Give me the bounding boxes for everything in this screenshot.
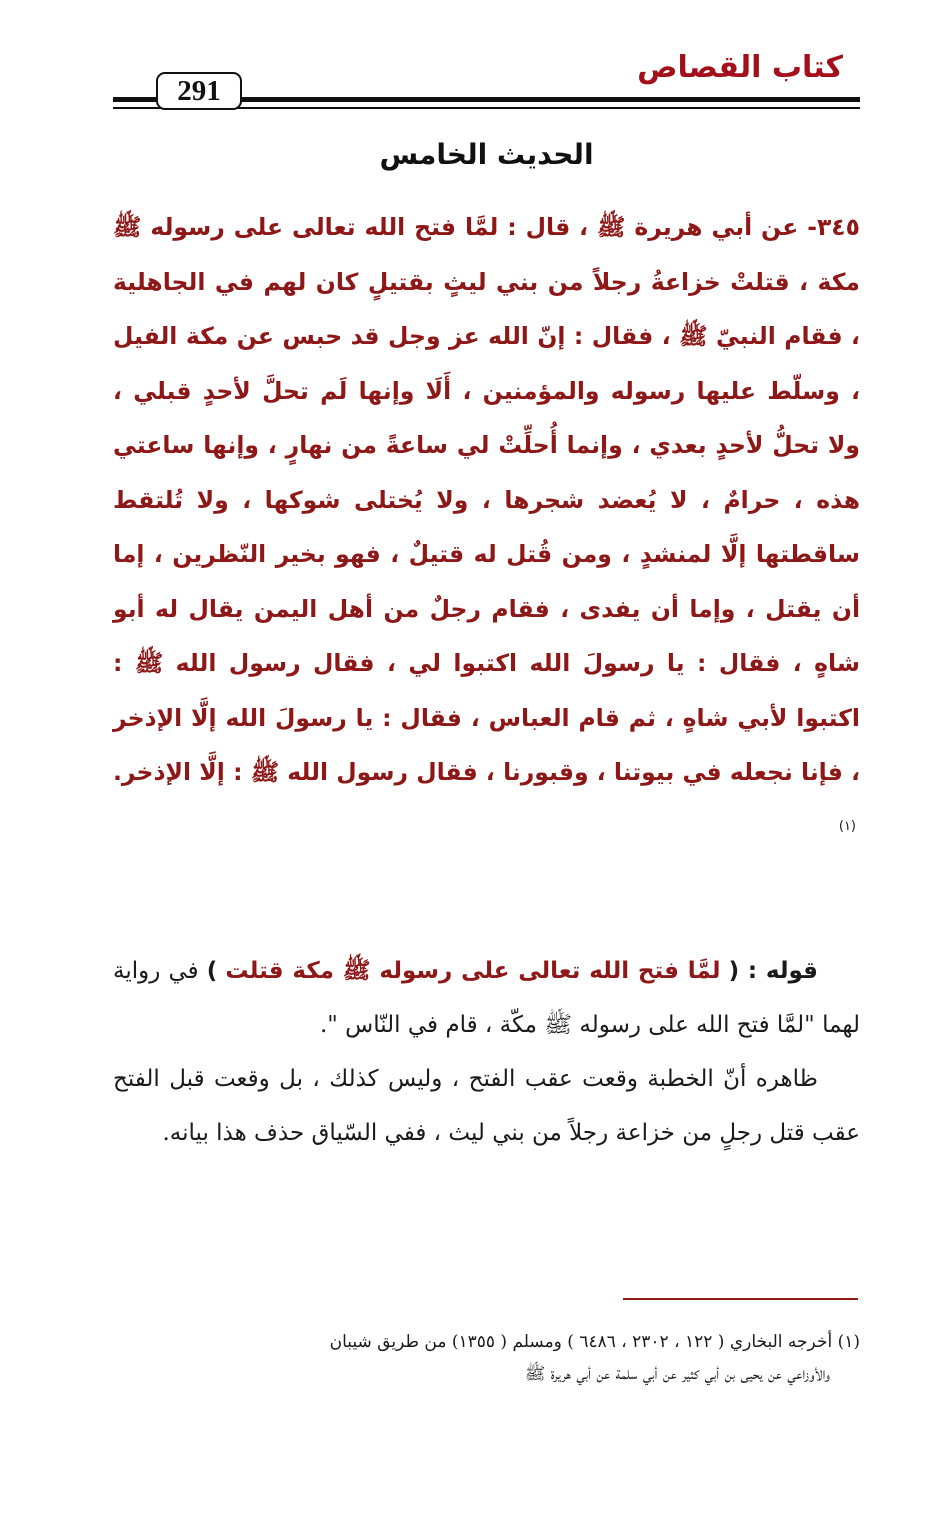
footnote-block <box>113 1326 860 1390</box>
commentary-quoted-phrase: لمَّا فتح الله تعالى على رسوله ﷺ مكة قتلت <box>225 958 721 984</box>
section-heading: الحديث الخامس <box>379 138 594 171</box>
footnote-divider <box>623 1298 858 1300</box>
footnote-line-1: (١) أخرجه البخاري ( ١٢٢ ، ٢٣٠٢ ، ٦٤٨٦ ) ومسلم ( ١٣٥٥) من طريق شيبان <box>329 1332 860 1352</box>
commentary-paragraph-2: ظاهره أنّ الخطبة وقعت عقب الفتح ، وليس كذلك ، بل وقعت قبل الفتح عقب قتل رجلٍ من خزاعة رجلاً من بني ليث ، ففي السّياق حذف هذا بيانه. <box>113 1066 860 1146</box>
footnote-line-2: والأوزاعي عن يحيى بن أبي كثير عن أبي سلمة عن أبي هريرة ﷺ <box>524 1364 830 1384</box>
footnote-reference[interactable]: (١) <box>838 818 856 834</box>
commentary-block <box>113 944 860 1160</box>
commentary-paragraph-1 <box>113 944 860 1052</box>
hadith-text-block <box>113 200 860 858</box>
page-number-badge: 291 <box>156 72 242 110</box>
hadith-number: ٣٤٥- <box>807 213 860 241</box>
commentary-paragraph-1-rest: في رواية لهما "لمَّا فتح الله على رسوله ﷺ مكّة ، قام في النّاس ". <box>113 958 860 1038</box>
hadith-body: عن أبي هريرة ﷺ ، قال : لمَّا فتح الله تعالى على رسوله ﷺ مكة ، قتلتْ خزاعةُ رجلاً من بني ليثٍ بقتيلٍ كان لهم في الجاهلية ، فقام النبيّ ﷺ ، فقال : إنّ الله عز وجل قد حبس عن مكة الفيل ، وسلّط عليها رسوله والمؤمنين ، أَلَا وإنها لَم تحلَّ لأحدٍ قبلي ، ولا تحلُّ لأحدٍ بعدي ، وإنما أُحلِّتْ لي ساعةً من نهارٍ ، وإنها ساعتي هذه ، حرامٌ ، لا يُعضد شجرها ، ولا يُختلى شوكها ، ولا تُلتقط ساقطتها إلَّا لمنشدٍ ، ومن قُتل له قتيلٌ ، فهو بخير النّظرين ، إما أن يقتل ، وإما أن يفدى ، فقام رجلٌ من أهل اليمن يقال له أبو شاهٍ ، فقال : يا رسولَ الله اكتبوا لي ، فقال رسول الله ﷺ : اكتبوا لأبي شاهٍ ، ثم قام العباس ، فقال : يا رسولَ الله إلَّا الإذخر ، فإنا نجعله في بيوتنا ، وقبورنا ، فقال رسول الله ﷺ : إلَّا الإذخر. <box>113 213 860 786</box>
book-title: كتاب القصاص <box>637 50 843 85</box>
commentary-quote-open: قوله : ( <box>728 958 818 984</box>
commentary-quote-close: ) <box>206 958 218 984</box>
